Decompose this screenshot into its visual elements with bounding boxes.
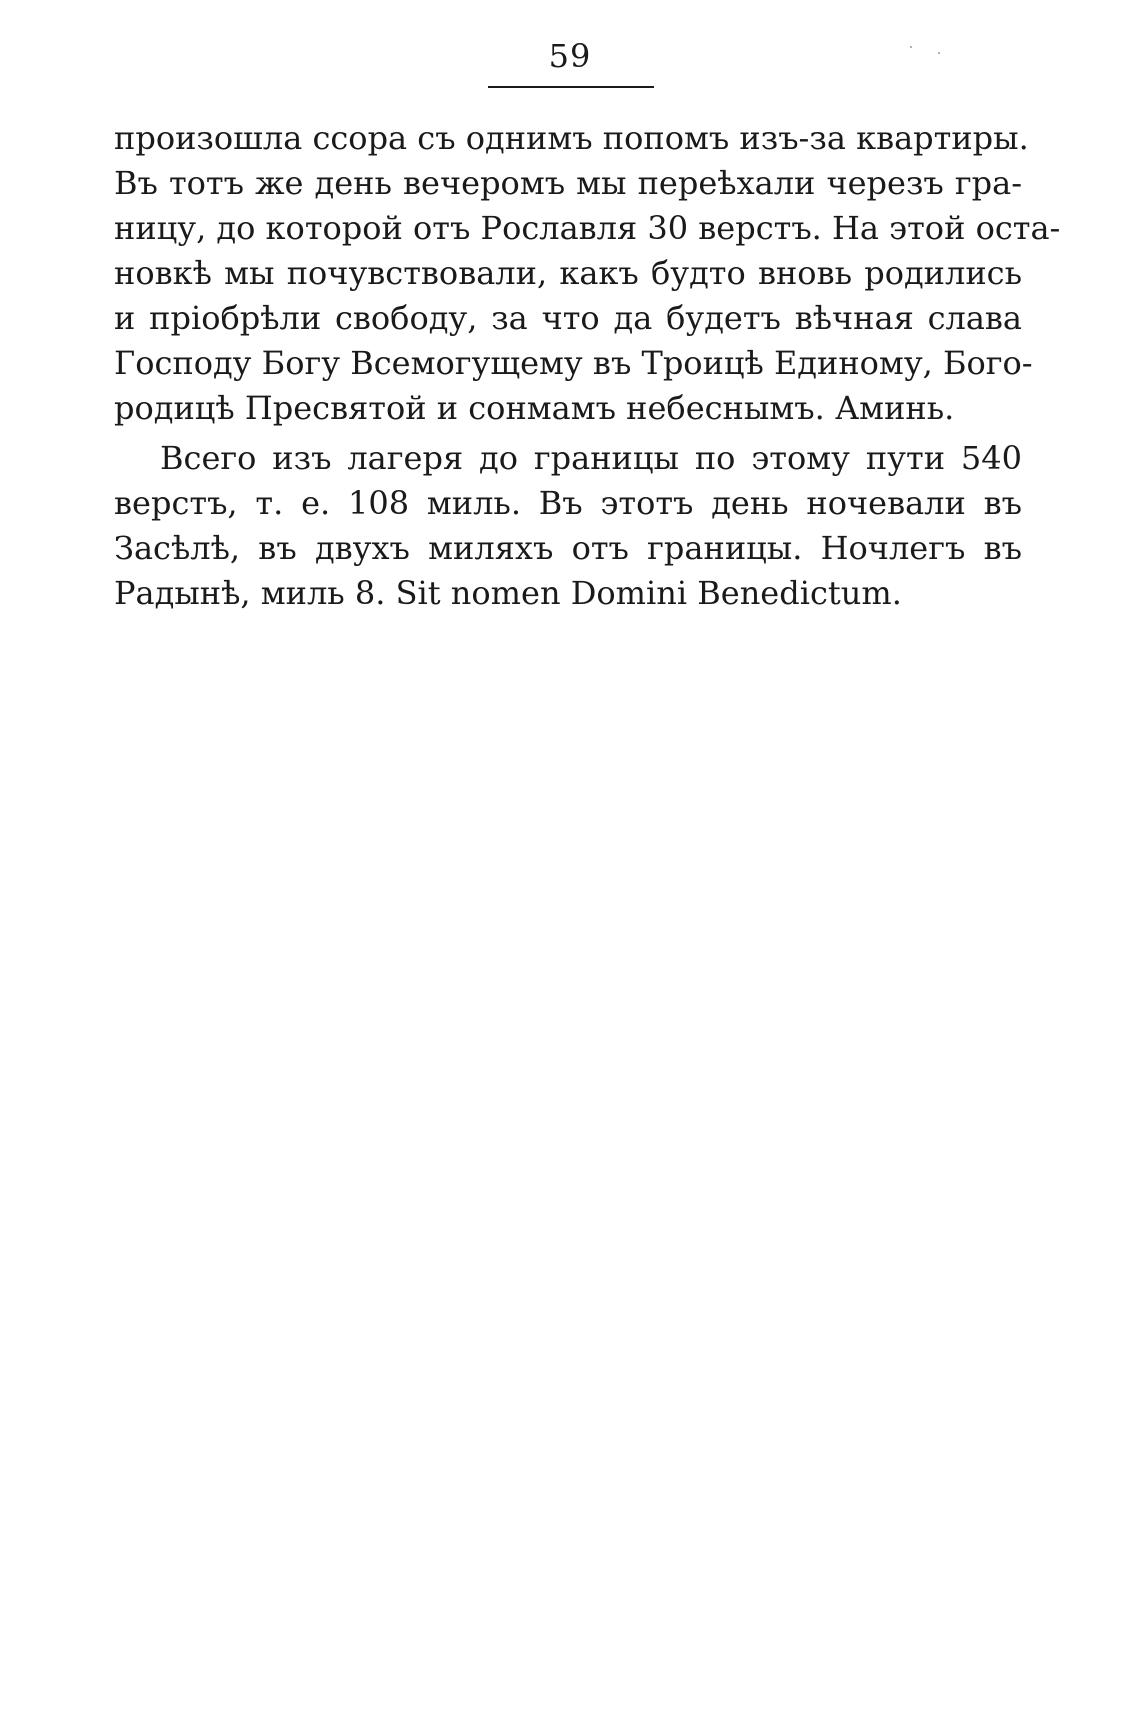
- text-line: произошла ссора съ однимъ попомъ изъ-за квартиры.: [114, 119, 1029, 157]
- text-line: Засѣлѣ, въ двухъ миляхъ отъ границы. Ночлегъ въ: [114, 529, 1022, 567]
- scan-speck: [938, 52, 940, 54]
- text-line: родицѣ Пресвятой и сонмамъ небеснымъ. Аминь.: [114, 389, 955, 427]
- text-line: верстъ, т. е. 108 миль. Въ этотъ день ночевали въ: [114, 484, 1022, 522]
- page-number-rule: [488, 86, 654, 88]
- page-number: 59: [548, 37, 592, 75]
- text-line: новкѣ мы почувствовали, какъ будто вновь родились: [114, 254, 1022, 292]
- text-line: Въ тотъ же день вечеромъ мы переѣхали черезъ гра-: [114, 164, 1022, 202]
- paragraph-1: [114, 116, 1061, 431]
- text-line: и пріобрѣли свободу, за что да будетъ вѣчная слава: [114, 299, 1022, 337]
- scan-speck: [910, 46, 912, 48]
- paragraph-2: [114, 436, 1022, 616]
- text-line: Радынѣ, миль 8. Sit nomen Domini Benedictum.: [114, 574, 902, 612]
- text-line: ницу, до которой отъ Рославля 30 верстъ. На этой оста-: [114, 209, 1061, 247]
- text-line: Господу Богу Всемогущему въ Троицѣ Единому, Бого-: [114, 344, 1033, 382]
- body-text: [114, 116, 1061, 616]
- text-line: Всего изъ лагеря до границы по этому пути 540: [160, 439, 1022, 477]
